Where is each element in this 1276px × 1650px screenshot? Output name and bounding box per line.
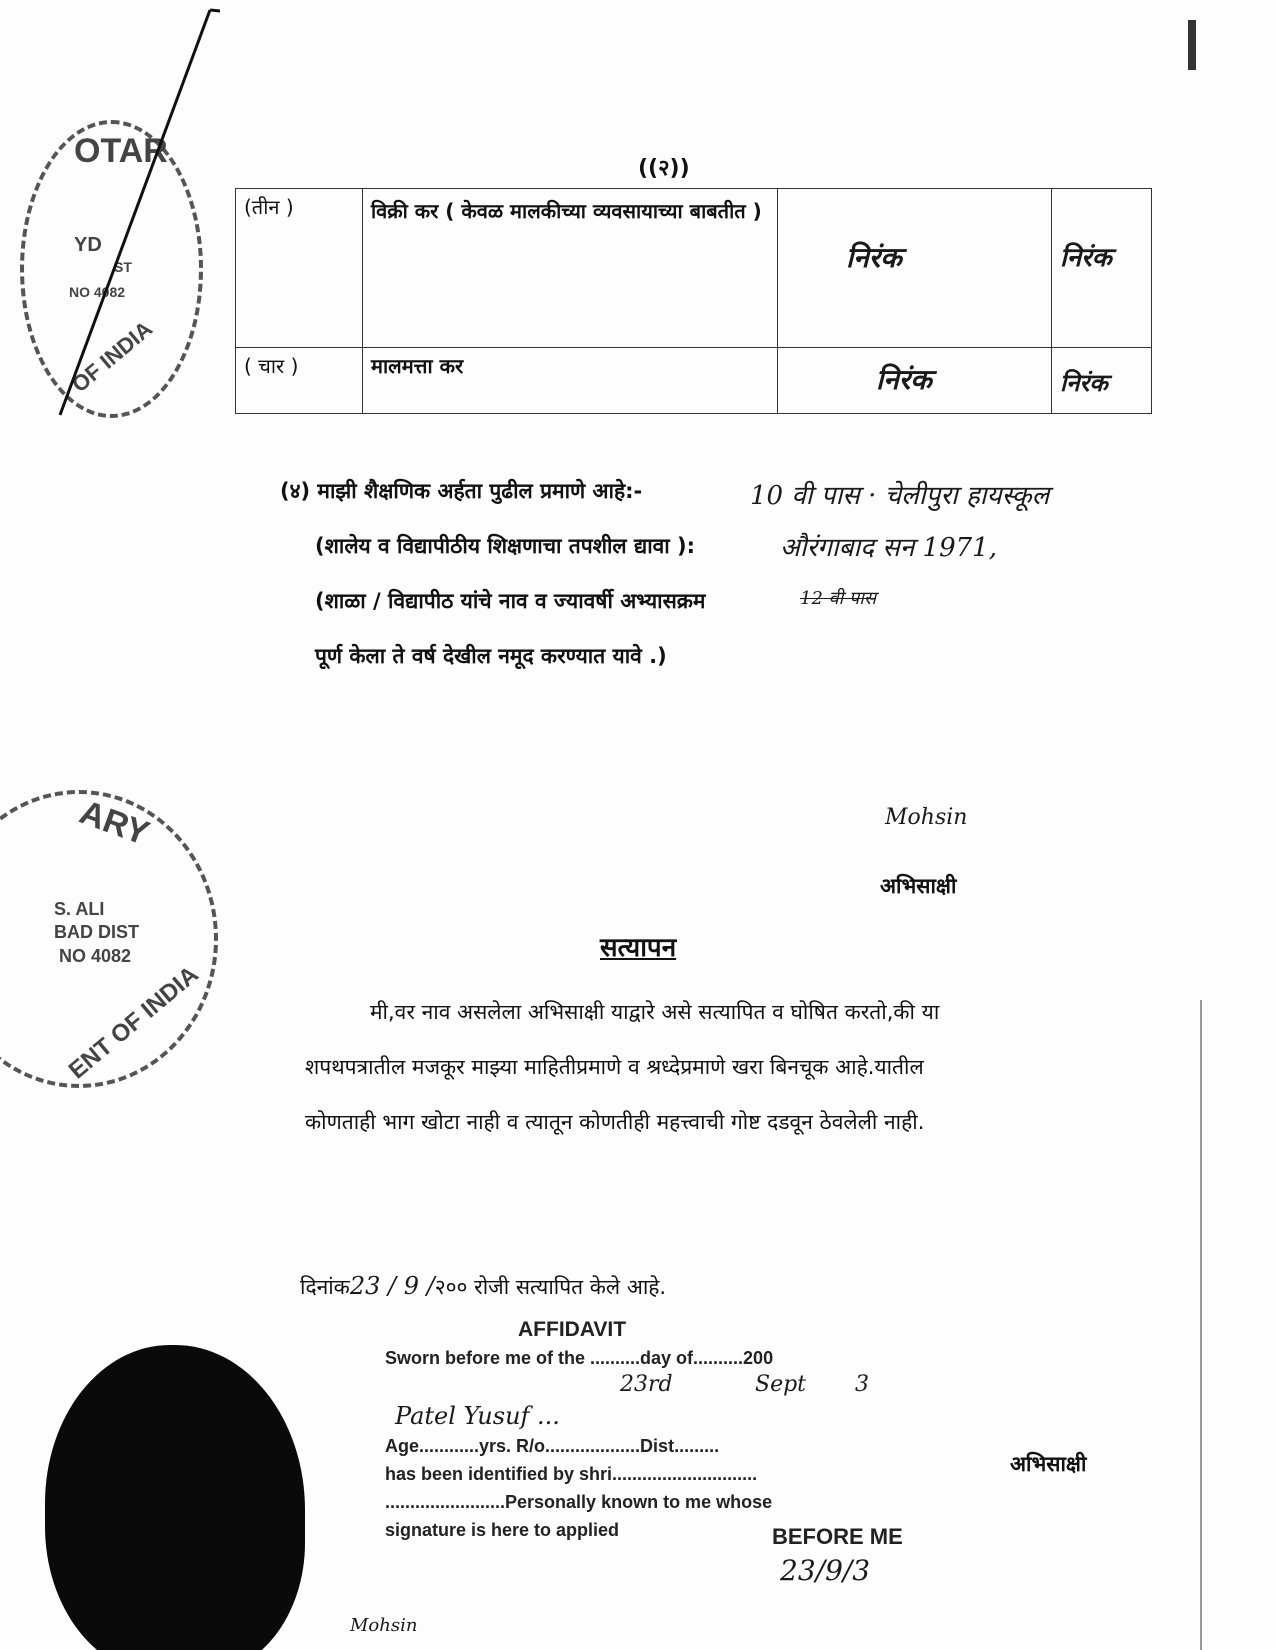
handwritten-day: 23rd	[620, 1372, 673, 1397]
row-item: मालमत्ता कर	[363, 348, 778, 414]
tax-table	[235, 188, 1152, 414]
handwritten-education: 10 वी पास · चेलीपुरा हायस्कूल	[750, 481, 1050, 511]
table-row	[236, 189, 1152, 348]
seal-text: YD	[74, 234, 102, 256]
handwritten-education-struck: 12 वी पास	[800, 588, 877, 609]
verification-heading: सत्यापन	[600, 933, 677, 963]
seal-text: S. ALI	[54, 899, 105, 919]
signature: Mohsin	[350, 1615, 418, 1636]
affidavit-title: AFFIDAVIT	[518, 1318, 627, 1341]
verification-line: मी,वर नाव असलेला अभिसाक्षी याद्वारे असे सत्यापित व घोषित करतो,की या	[370, 1000, 940, 1024]
handwritten-education: औरंगाबाद सन 1971,	[780, 533, 997, 563]
seal-text: NO 4082	[69, 284, 126, 300]
affidavit-line: ........................Personally known to me whose	[385, 1492, 773, 1512]
seal-text: OF INDIA	[66, 316, 157, 398]
before-me-label: BEFORE ME	[772, 1524, 903, 1549]
row-index: ( चार )	[236, 348, 363, 414]
seal-text: ENT OF INDIA	[63, 960, 204, 1085]
affidavit-line: Age............yrs. R/o...................Dist.........	[385, 1436, 720, 1456]
education-line: (शालेय व विद्यापीठीय शिक्षणाचा तपशील द्यावा ):	[315, 534, 696, 558]
deponent-label: अभिसाक्षी	[880, 874, 957, 898]
verification-line: कोणताही भाग खोटा नाही व त्यातून कोणतीही महत्त्वाची गोष्ट दडवून ठेवलेली नाही.	[305, 1110, 925, 1134]
handwritten-value: निरंक	[846, 241, 902, 274]
date-suffix: रोजी सत्यापित केले आहे.	[474, 1275, 667, 1299]
handwritten-month: Sept	[755, 1372, 807, 1397]
table-row	[236, 348, 1152, 414]
affidavit-line: signature is here to applied	[385, 1520, 620, 1540]
handwritten-year: 3	[855, 1372, 869, 1397]
row-item: विक्री कर ( केवळ मालकीच्या व्यवसायाच्या बाबतीत )	[363, 189, 778, 348]
handwritten-notary-date: 23/9/3	[780, 1554, 871, 1587]
education-line: पूर्ण केला ते वर्ष देखील नमूद करण्यात यावे .)	[315, 644, 667, 668]
handwritten-value: निरंक	[876, 363, 932, 396]
page-number: ((२))	[638, 156, 690, 181]
affidavit-line: has been identified by shri.............................	[385, 1464, 758, 1484]
seal-text: BAD DIST	[54, 922, 139, 942]
seal-text: NO 4082	[59, 946, 132, 966]
verification-line: शपथपत्रातील मजकूर माझ्या माहितीप्रमाणे व श्रध्देप्रमाणे खरा बिनचूक आहे.यातील	[305, 1055, 924, 1079]
handwritten-value: निरंक	[1060, 243, 1112, 273]
education-line: (शाळा / विद्यापीठ यांचे नाव व ज्यावर्षी अभ्यासक्रम	[315, 589, 706, 613]
handwritten-name: Patel Yusuf ...	[395, 1402, 560, 1430]
education-heading: (४) माझी शैक्षणिक अर्हता पुढील प्रमाणे आहे:-	[280, 479, 643, 503]
row-index: (तीन )	[236, 189, 363, 348]
embossed-seal	[45, 1345, 305, 1650]
scan-edge-line	[1200, 1000, 1202, 1650]
handwritten-date: 23 / 9 /	[349, 1272, 435, 1300]
verification-date	[300, 1272, 666, 1301]
notary-seal-middle	[0, 790, 218, 1088]
deponent-label: अभिसाक्षी	[1010, 1452, 1087, 1476]
scan-edge-mark	[1188, 20, 1196, 70]
affidavit-line: Sworn before me of the ..........day of..........200	[385, 1348, 774, 1368]
handwritten-value: निरंक	[1060, 368, 1108, 397]
date-prefix: दिनांक	[300, 1275, 350, 1299]
seal-text: OTAR	[74, 132, 168, 170]
seal-text: ARY	[74, 793, 155, 853]
date-year: २००	[434, 1275, 468, 1299]
signature: Mohsin	[885, 805, 968, 830]
seal-text: ST	[114, 259, 132, 275]
pen-stroke	[50, 5, 220, 425]
